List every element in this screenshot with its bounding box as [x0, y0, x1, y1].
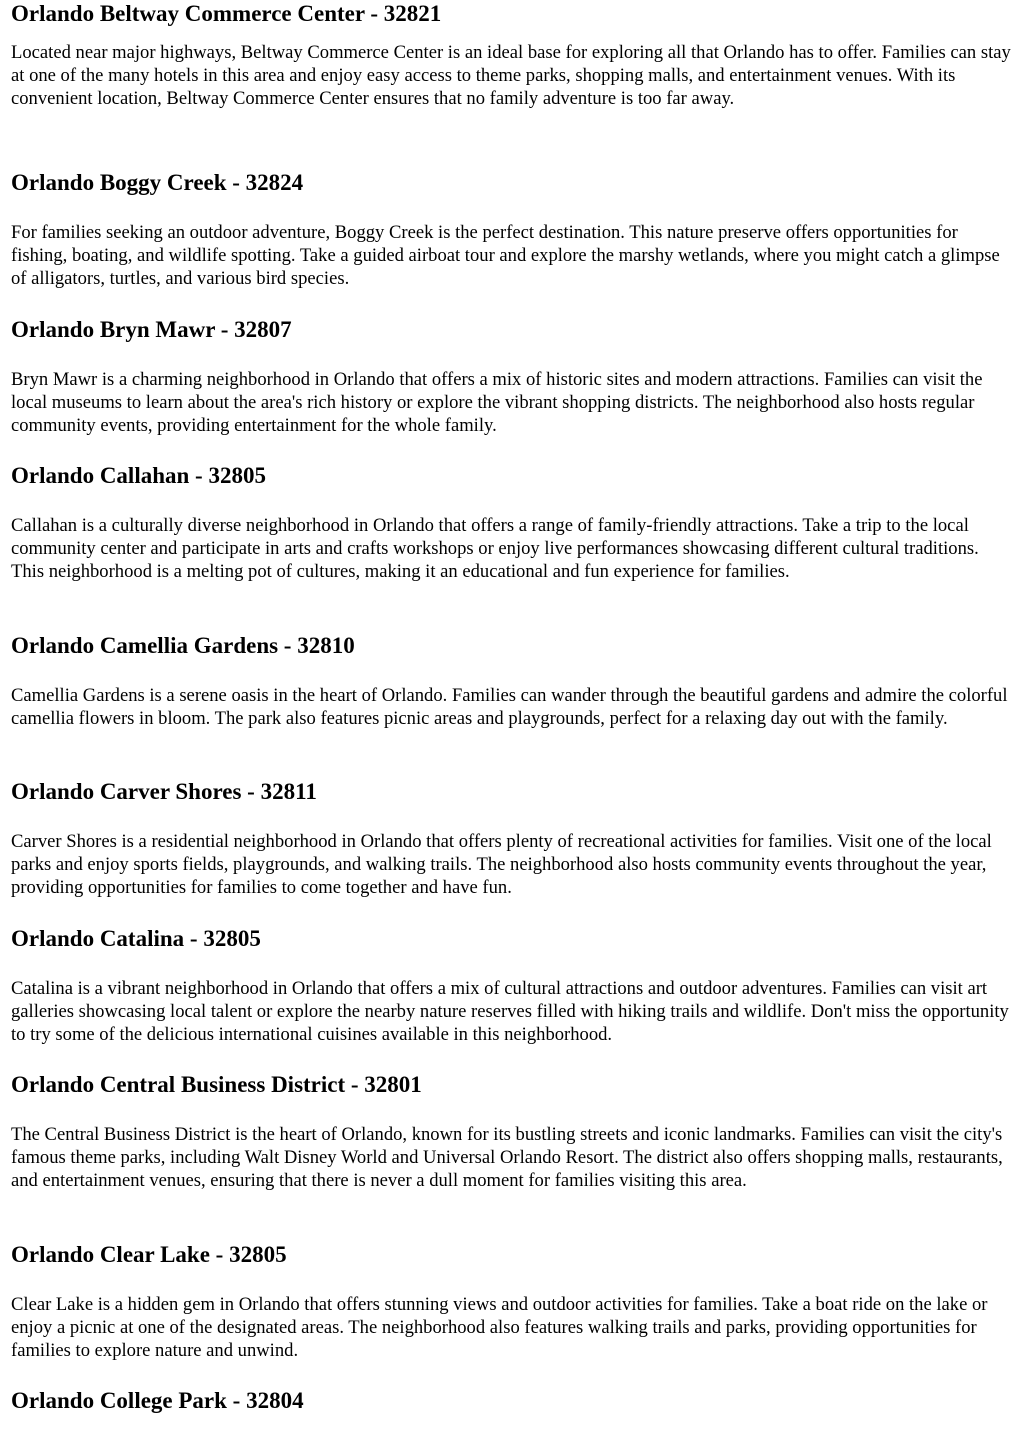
- section-heading: Orlando Boggy Creek - 32824: [11, 170, 304, 195]
- section-beltway-commerce-center: [11, 1, 1014, 111]
- section-body: Catalina is a vibrant neighborhood in Orlando that offers a mix of cultural attractions and outdoor adventures. Families can visit art galleries showcasing local talent or explore the nearby nature reserves filled with hiking trails and wildlife. Don't miss the opportunity to try some of the delicious international cuisines available in this neighborhood.: [11, 978, 1009, 1046]
- section-heading: Orlando Beltway Commerce Center - 32821: [11, 1, 442, 26]
- section-callahan: [11, 463, 1014, 584]
- section-heading: Orlando College Park - 32804: [11, 1388, 304, 1413]
- section-heading: Orlando Bryn Mawr - 32807: [11, 317, 292, 342]
- section-college-park: [11, 1388, 1014, 1414]
- section-bryn-mawr: [11, 317, 1014, 438]
- section-body: The Central Business District is the heart of Orlando, known for its bustling streets and iconic landmarks. Families can visit the city's famous theme parks, including Walt Disney World and Universal Orlando Resort. The district also offers shopping malls, restaurants, and entertainment venues, ensuring that there is never a dull moment for families visiting this area.: [11, 1124, 1003, 1192]
- section-camellia-gardens: [11, 633, 1014, 730]
- section-body: For families seeking an outdoor adventure, Boggy Creek is the perfect destination. This nature preserve offers opportunities for fishing, boating, and wildlife spotting. Take a guided airboat tour and explore the marshy wetlands, where you might catch a glimpse of alligators, turtles, and various bird species.: [11, 222, 1000, 290]
- section-heading: Orlando Central Business District - 32801: [11, 1072, 422, 1097]
- section-heading: Orlando Camellia Gardens - 32810: [11, 633, 355, 658]
- section-boggy-creek: [11, 170, 1014, 291]
- section-clear-lake: [11, 1242, 1014, 1363]
- section-carver-shores: [11, 779, 1014, 900]
- section-body: Callahan is a culturally diverse neighborhood in Orlando that offers a range of family-friendly attractions. Take a trip to the local community center and participate in arts and crafts workshops or enjoy live performances showcasing different cultural traditions. This neighborhood is a melting pot of cultures, making it an educational and fun experience for families.: [11, 515, 979, 583]
- section-heading: Orlando Carver Shores - 32811: [11, 779, 317, 804]
- section-body: Located near major highways, Beltway Commerce Center is an ideal base for exploring all that Orlando has to offer. Families can stay at one of the many hotels in this area and enjoy easy access to theme parks, shopping malls, and entertainment venues. With its convenient location, Beltway Commerce Center ensures that no family adventure is too far away.: [11, 42, 1011, 110]
- section-heading: Orlando Callahan - 32805: [11, 463, 266, 488]
- section-body: Clear Lake is a hidden gem in Orlando that offers stunning views and outdoor activities for families. Take a boat ride on the lake or enjoy a picnic at one of the designated areas. The neighborhood also features walking trails and parks, providing opportunities for families to explore nature and unwind.: [11, 1294, 988, 1362]
- section-catalina: [11, 926, 1014, 1047]
- section-body: Bryn Mawr is a charming neighborhood in Orlando that offers a mix of historic sites and modern attractions. Families can visit the local museums to learn about the area's rich history or explore the vibrant shopping districts. The neighborhood also hosts regular community events, providing entertainment for the whole family.: [11, 369, 983, 437]
- section-body: Carver Shores is a residential neighborhood in Orlando that offers plenty of recreational activities for families. Visit one of the local parks and enjoy sports fields, playgrounds, and walking trails. The neighborhood also hosts community events throughout the year, providing opportunities for families to come together and have fun.: [11, 831, 992, 899]
- section-body: Camellia Gardens is a serene oasis in the heart of Orlando. Families can wander through the beautiful gardens and admire the colorful camellia flowers in bloom. The park also features picnic areas and playgrounds, perfect for a relaxing day out with the family.: [11, 685, 1008, 730]
- section-heading: Orlando Clear Lake - 32805: [11, 1242, 287, 1267]
- section-central-business-district: [11, 1072, 1014, 1193]
- section-heading: Orlando Catalina - 32805: [11, 926, 261, 951]
